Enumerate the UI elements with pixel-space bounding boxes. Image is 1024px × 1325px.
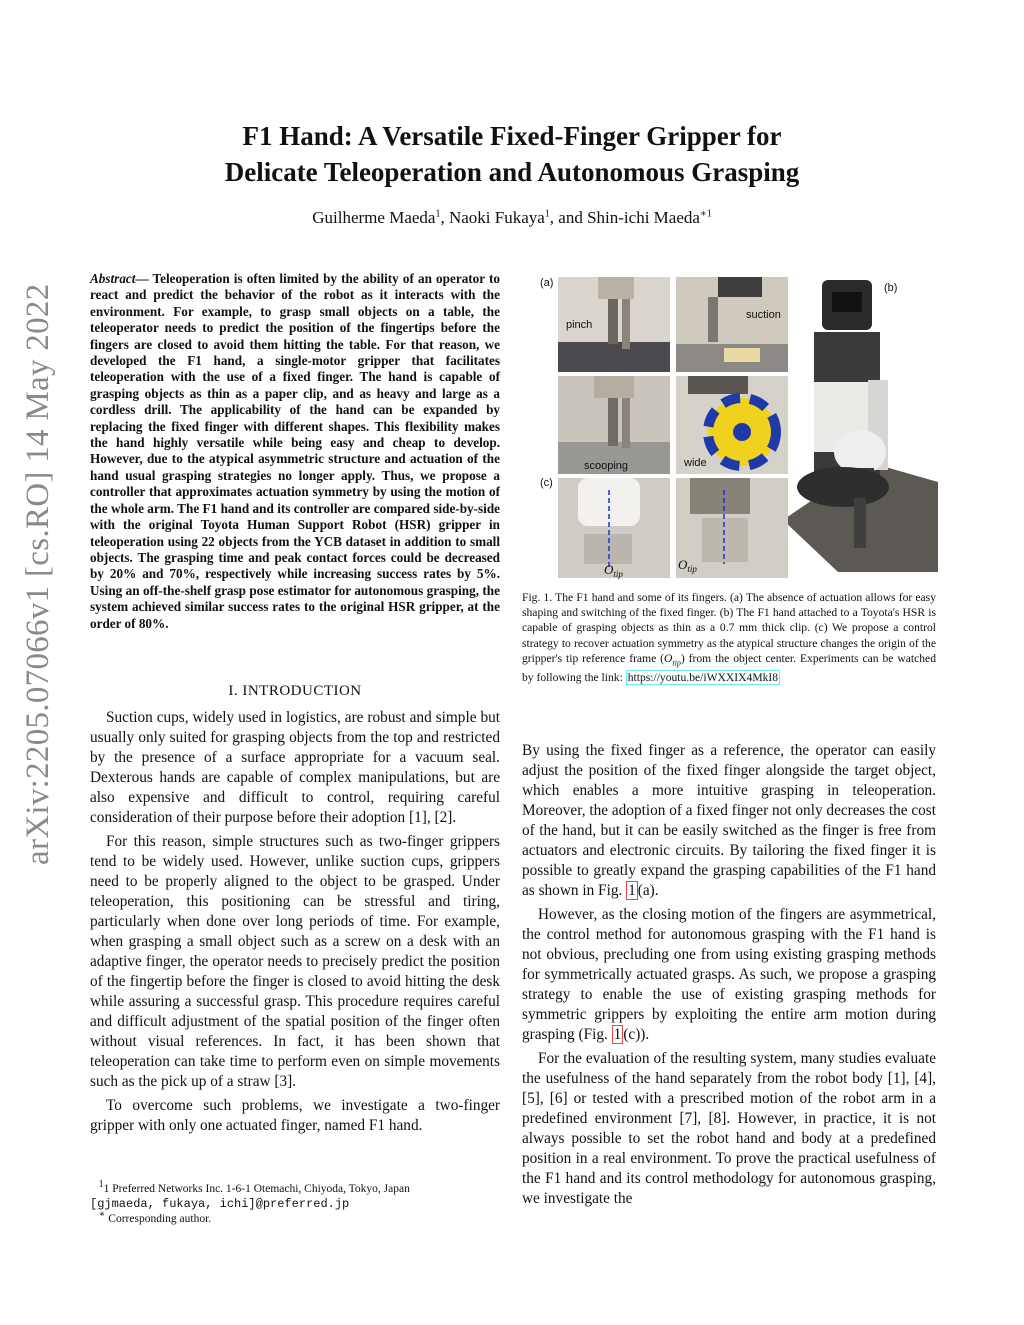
abstract-text: — Teleoperation is often limited by the ability of an operator to react and predict the behavior of the robot as it interacts with the environment. For example, to grasp small objects on a table, the teleoperator needs to predict the position of the fingertips before the fingers are closed to avoid them hitting the table. For that reason, we developed the F1 hand, a single-motor gripper that facilitates teleoperation with the use of a fixed finger. The hand is capable of grasping objects as thin as a paper clip, and as heavy and large as a cordless drill. The applicability of the hand can be expanded by replacing the fixed finger with different shapes. This flexibility makes the hand highly versatile while being easy and cheap to develop. However, due to the atypical asymmetric structure and actuation of the hand usual grasping strategies no longer apply. Thus, we propose a controller that approximates actuation symmetry by using the motion of the whole arm. The F1 hand and its controller are compared side-by-side with the original Toyota Human Support Robot (HSR) gripper in teleoperation using 22 objects from the YCB dataset in addition to small objects. The grasping time and peak contact forces could be decreased by 20% and 70%, respectively while increasing success rates by 5%. Using an off-the-shelf grasp pose estimator for autonomous grasping, the system achieved similar success rates to the original HSR gripper, at the order of 80%. xyxy=(90,271,500,631)
paragraph: For this reason, simple structures such as two-finger grippers tend to be widely used. However, unlike suction cups, grippers need to be properly aligned to the object to be grasped. Under teleoperation, this positioning can be stressful and tiring, particularly when done over long periods of time. For example, when grasping a small object such as a screw on a desk with an adaptive finger, the operator needs to precisely predict the position of the fingertip before the finger is closed to avoid hitting the desk while assuring a successful grasp. This procedure requires careful and difficult adjustment of the spatial position of the finger often without visual references. In fact, it has been shown that teleoperation can take time to perform even on simple movements such as the pick up of a straw [3]. xyxy=(90,833,500,1090)
caption-prefix: Fig. 1. xyxy=(522,591,553,604)
label-scooping: scooping xyxy=(584,460,629,472)
right-column-body xyxy=(522,741,936,1213)
title-line-2: Delicate Teleoperation and Autonomous Grasping xyxy=(224,157,800,187)
abstract-label: Abstract xyxy=(90,271,136,286)
caption-otip-sub: tip xyxy=(672,658,681,668)
author-3: , and Shin-ichi Maeda xyxy=(549,208,700,227)
caption-otip: O xyxy=(664,651,673,665)
abstract xyxy=(90,271,500,632)
arxiv-identifier: arXiv:2205.07066v1 [cs.RO] 14 May 2022 xyxy=(20,283,56,865)
author-1: Guilherme Maeda xyxy=(312,208,436,227)
author-3-affil: ∗1 xyxy=(699,208,712,220)
left-column-body xyxy=(90,708,500,1140)
affiliation-text: 1 Preferred Networks Inc. 1-6-1 Otemachi, Chiyoda, Tokyo, Japan xyxy=(103,1183,410,1195)
author-list xyxy=(150,208,874,228)
label-suction: suction xyxy=(746,309,781,321)
affiliation-footnote xyxy=(90,1179,500,1197)
section-heading-introduction: I. INTRODUCTION xyxy=(228,683,362,699)
label-b: (b) xyxy=(884,282,898,294)
paragraph-text: (c)). xyxy=(623,1026,650,1043)
paper-title xyxy=(150,118,874,190)
figure-ref-link[interactable]: 1 xyxy=(613,1026,622,1043)
panel-suction xyxy=(676,277,788,372)
video-link[interactable]: https://youtu.be/iWXXIX4MkI8 xyxy=(627,671,779,685)
footnotes xyxy=(90,1179,500,1227)
corresponding-text: Corresponding author. xyxy=(105,1213,212,1225)
paragraph xyxy=(522,741,936,901)
panel-wide xyxy=(676,376,788,474)
paragraph xyxy=(522,905,936,1045)
label-wide: wide xyxy=(684,457,707,469)
paragraph: To overcome such problems, we investigate a two-finger gripper with only one actuated finger, named F1 hand. xyxy=(90,1097,500,1134)
corresponding-footnote xyxy=(90,1209,500,1227)
paragraph-text: By using the fixed finger as a reference, the operator can easily adjust the position of the fixed finger alongside the target object, which enables a more intuitive grasping in teleoperation. Moreover, the adoption of a fixed finger not only decreases the cost of the hand, but it can be easily switched as the finger is free from actuators and electronic circuits. By tailoring the fixed finger it is possible to greatly expand the grasping capabilities of the F1 hand as shown in Fig. xyxy=(522,742,936,899)
otip-label-2: $O_{tip}$ xyxy=(678,557,697,574)
paragraph: Suction cups, widely used in logistics, are robust and simple but usually only suited for grasping objects from the top and restricted by the presence of a surface appropriate for a vacuum seal. Dexterous hands are capable of complex manipulations, but are also expensive and difficult to control, requiring careful consideration of their purpose before their adoption [1], [2]. xyxy=(90,709,500,826)
paragraph-text: (a). xyxy=(637,882,659,899)
caption-text: The F1 hand and some of its fingers. (a) The absence of actuation allows for easy shaping and switching of the fixed finger. (b) The F1 hand attached to a Toyota's HSR is capable of grasping objects as thin as a 0.7 mm thick clip. (c) We propose a control strategy to recover actuation symmetry as the atypical structure changes the origin of the gripper's tip reference frame ( xyxy=(522,591,936,665)
panel-scooping xyxy=(558,376,670,474)
author-1-affil: 1 xyxy=(435,208,441,220)
label-pinch: pinch xyxy=(566,319,593,331)
panel-pinch xyxy=(558,277,670,372)
author-2: , Naoki Fukaya xyxy=(440,208,545,227)
otip-label-1: $O_{tip}$ xyxy=(604,562,623,579)
figure-ref-link[interactable]: 1 xyxy=(628,882,636,899)
paragraph-text: However, as the closing motion of the fingers are asymmetrical, the control method for autonomous grasping with the F1 hand is not obvious, precluding one from using existing grasping methods for symmetrically actuated grasps. As such, we propose a grasping strategy to enable the use of existing grasping methods for symmetric grippers by exploiting the entire arm motion during grasping (Fig. xyxy=(522,906,936,1043)
caption-text-2: ) from the object center. Experiments can be watched by following the link: xyxy=(522,651,936,685)
figure-1-photo-collage xyxy=(538,272,938,582)
author-emails: [gjmaeda, fukaya, ichi]@preferred.jp xyxy=(90,1197,350,1211)
figure-1-caption xyxy=(522,590,936,686)
panel-robot xyxy=(783,277,938,582)
paragraph: For the evaluation of the resulting system, many studies evaluate the usefulness of the hand separately from the robot body [1], [4], [5], [6] or tested with a prescribed motion of the robot arm in a predefined environment [7], [8]. However, in practice, it is not always possible to set the robot hand and body at a predefined position in a real environment. To prove the practical usefulness of the F1 hand and its control methodology for autonomous grasping, we investigate the xyxy=(522,1050,936,1207)
label-c: (c) xyxy=(540,477,553,489)
label-a: (a) xyxy=(540,277,554,289)
author-2-affil: 1 xyxy=(544,208,550,220)
footnote-mark: 1 xyxy=(98,1179,104,1191)
title-line-1: F1 Hand: A Versatile Fixed-Finger Gripper for xyxy=(242,121,782,151)
footnote-mark: ∗ xyxy=(98,1209,106,1221)
